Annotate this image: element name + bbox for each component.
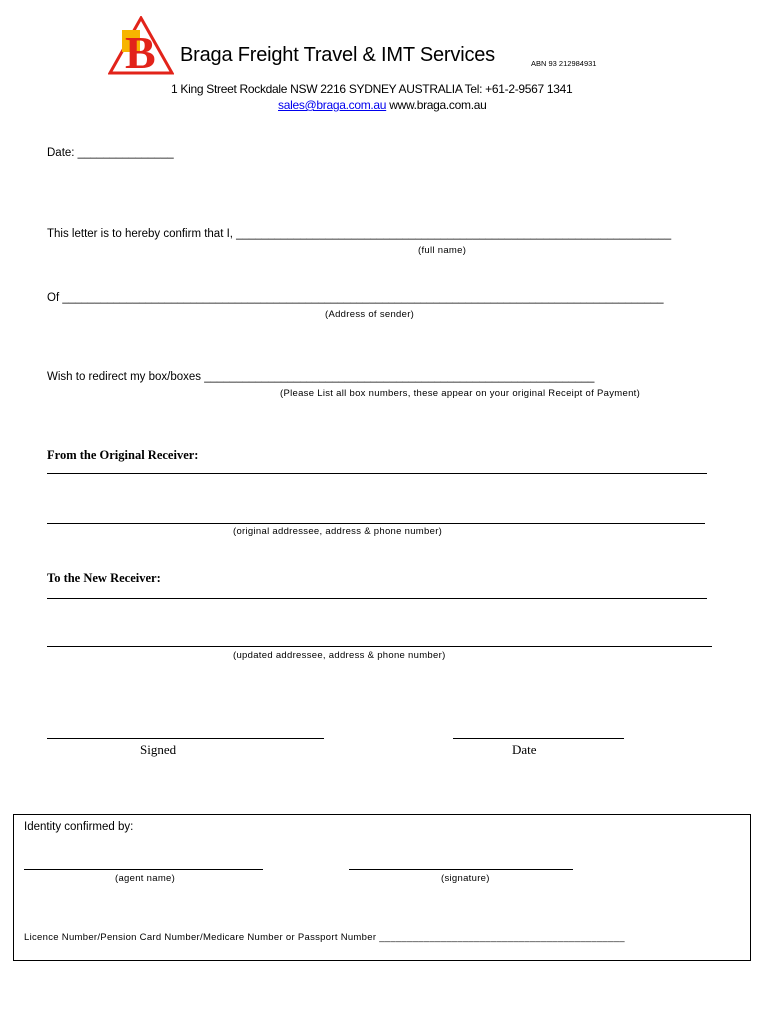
- identity-heading: Identity confirmed by:: [24, 821, 134, 833]
- original-receiver-line-1[interactable]: [47, 473, 707, 474]
- original-receiver-heading: From the Original Receiver:: [47, 448, 199, 462]
- signature-line[interactable]: [47, 738, 324, 739]
- licence-number-field[interactable]: Licence Number/Pension Card Number/Medicare Number or Passport Number ____________________________________________: [24, 932, 625, 943]
- abn-number: ABN 93 212984931: [531, 59, 597, 68]
- agent-name-hint: (agent name): [115, 873, 176, 884]
- new-receiver-hint: (updated addressee, address & phone number): [233, 650, 446, 661]
- date-signature-label: Date: [512, 742, 537, 757]
- box-numbers-hint: (Please List all box numbers, these appear on your original Receipt of Payment): [280, 388, 641, 399]
- original-receiver-line-2[interactable]: [47, 523, 705, 524]
- box-numbers-field[interactable]: Wish to redirect my box/boxes _____________________________________________________________: [47, 371, 595, 383]
- date-field[interactable]: Date: _______________: [47, 147, 174, 159]
- date-signature-line[interactable]: [453, 738, 624, 739]
- company-name: Braga Freight Travel & IMT Services: [180, 44, 495, 66]
- agent-signature-hint: (signature): [441, 873, 490, 884]
- new-receiver-line-2[interactable]: [47, 646, 712, 647]
- full-name-hint: (full name): [418, 245, 467, 256]
- website-text[interactable]: www.braga.com.au: [389, 98, 487, 112]
- sender-address-hint: (Address of sender): [325, 309, 415, 320]
- braga-logo: [108, 16, 174, 76]
- email-link[interactable]: sales@braga.com.au: [278, 98, 387, 112]
- new-receiver-line-1[interactable]: [47, 598, 707, 599]
- new-receiver-heading: To the New Receiver:: [47, 571, 161, 585]
- logo-letter: B: [125, 27, 156, 76]
- agent-signature-line[interactable]: [349, 869, 573, 870]
- agent-name-line[interactable]: [24, 869, 263, 870]
- contact-line: [278, 98, 486, 112]
- original-receiver-hint: (original addressee, address & phone number): [233, 526, 443, 537]
- signed-label: Signed: [140, 742, 177, 757]
- company-address: 1 King Street Rockdale NSW 2216 SYDNEY AUSTRALIA Tel: +61-2-9567 1341: [171, 82, 573, 96]
- sender-address-field[interactable]: Of ______________________________________________________________________________________________: [47, 292, 664, 304]
- full-name-field[interactable]: This letter is to hereby confirm that I, ____________________________________________________________________: [47, 228, 672, 240]
